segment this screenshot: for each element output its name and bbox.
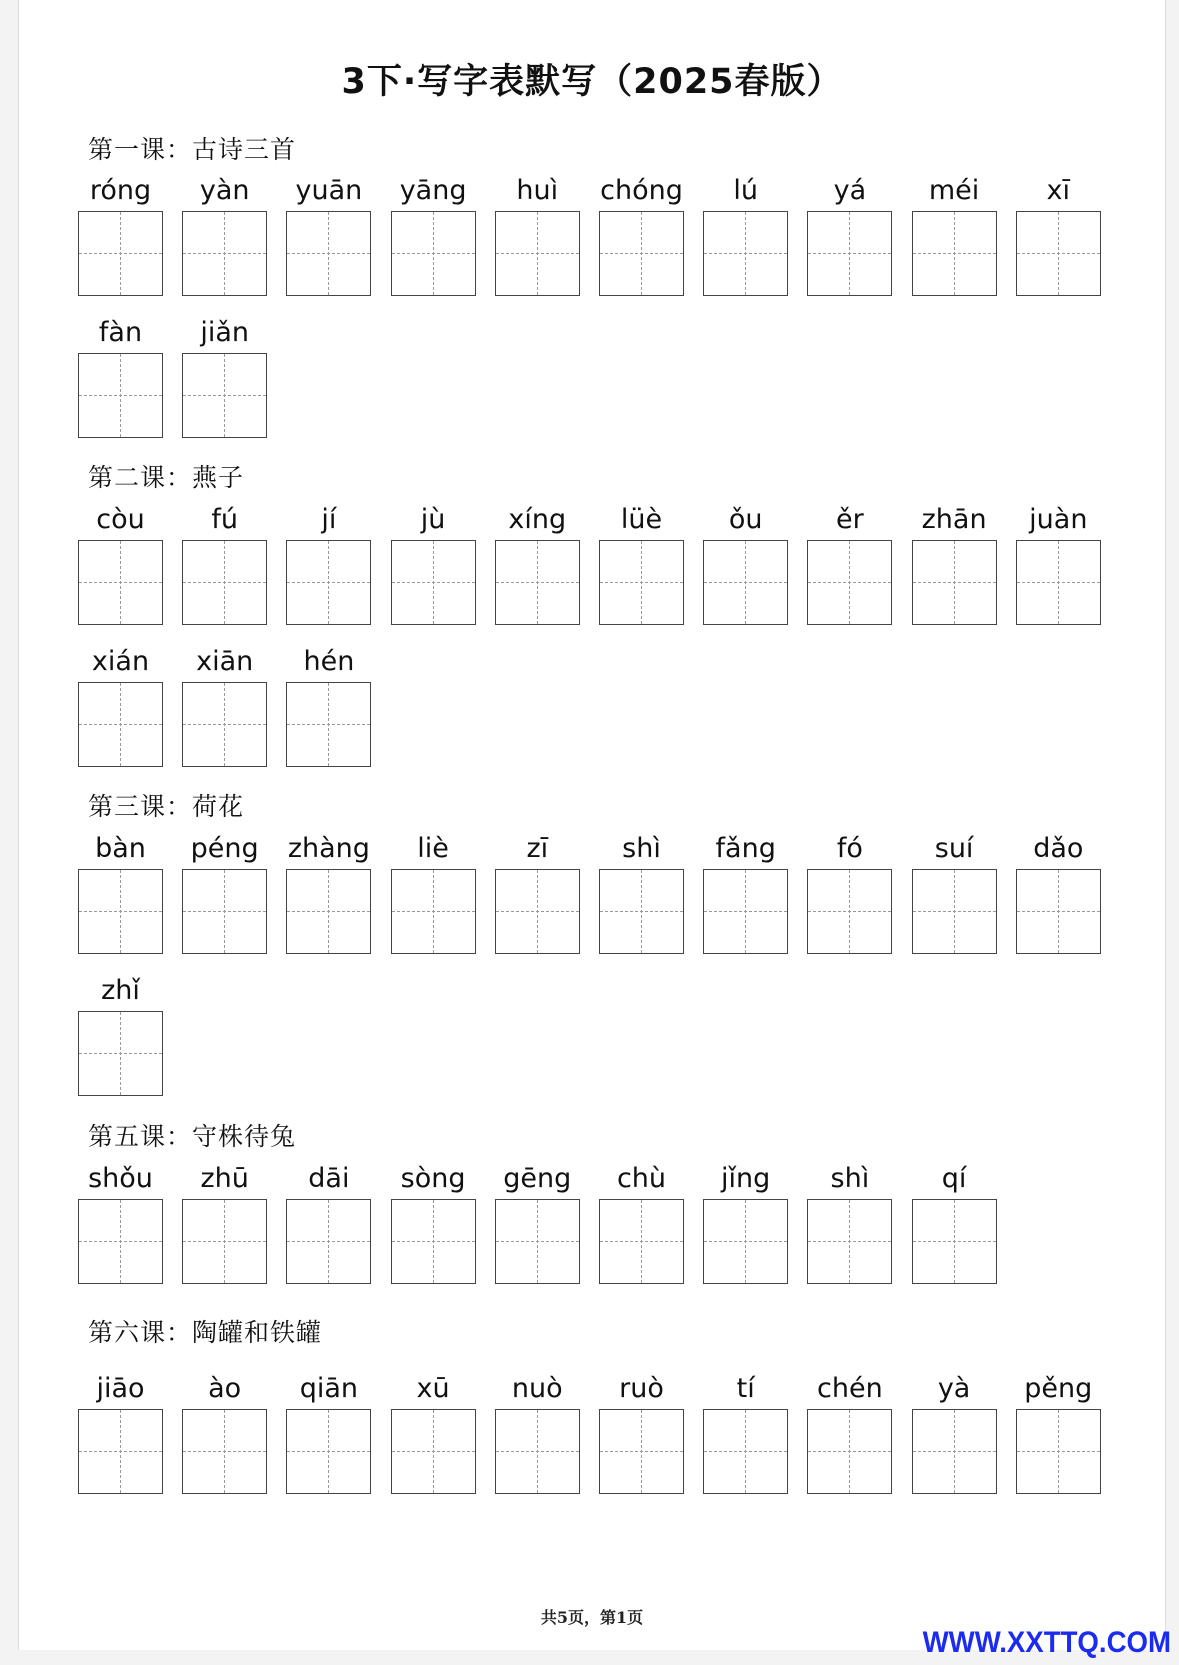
grid-guide-horizontal [600,253,683,254]
pinyin-label: xū [416,1373,450,1404]
writing-grid-box[interactable] [182,540,267,625]
grid-guide-horizontal [79,1053,162,1054]
writing-grid-box[interactable] [182,1409,267,1494]
pinyin-label: yà [937,1373,971,1404]
grid-guide-horizontal [392,1241,475,1242]
grid-guide-horizontal [1017,911,1100,912]
pinyin-label: jǐng [721,1163,771,1194]
writing-grid-box[interactable] [78,211,163,296]
pinyin-label: chù [616,1163,667,1194]
section-title: 第五课：守株待兔 [88,1122,297,1151]
pinyin-label: suí [934,833,974,864]
grid-guide-horizontal [287,253,370,254]
grid-guide-horizontal [1017,582,1100,583]
pinyin-label: sòng [400,1163,466,1194]
pinyin-label: shì [830,1163,870,1194]
pinyin-label: péng [190,833,259,864]
writing-grid-box[interactable] [286,540,371,625]
pinyin-label: fǎng [715,833,776,864]
writing-grid-box[interactable] [78,1199,163,1284]
pinyin-label: fó [836,833,863,864]
grid-guide-horizontal [496,253,579,254]
writing-grid-box[interactable] [703,1409,788,1494]
grid-guide-horizontal [496,1241,579,1242]
pinyin-label: yá [833,175,867,206]
writing-grid-box[interactable] [1016,869,1101,954]
grid-guide-horizontal [287,1451,370,1452]
grid-guide-horizontal [183,911,266,912]
writing-grid-box[interactable] [1016,540,1101,625]
worksheet-page [18,0,1166,1650]
pinyin-label: zī [526,833,549,864]
grid-guide-horizontal [704,253,787,254]
pinyin-label: jù [420,504,446,535]
pinyin-label: zhū [200,1163,249,1194]
writing-grid-box[interactable] [599,869,684,954]
grid-guide-horizontal [704,1451,787,1452]
grid-guide-horizontal [808,1241,891,1242]
pinyin-label: méi [928,175,980,206]
grid-guide-horizontal [496,1451,579,1452]
writing-grid-box[interactable] [495,869,580,954]
grid-guide-horizontal [392,1451,475,1452]
writing-grid-box[interactable] [182,353,267,438]
writing-grid-box[interactable] [495,540,580,625]
writing-grid-box[interactable] [495,1199,580,1284]
grid-guide-horizontal [913,1451,996,1452]
writing-grid-box[interactable] [78,682,163,767]
pinyin-label: chóng [600,175,683,206]
pinyin-label: xián [91,646,150,677]
grid-guide-horizontal [808,1451,891,1452]
pinyin-label: ruò [619,1373,664,1404]
grid-guide-horizontal [79,1451,162,1452]
writing-grid-box[interactable] [703,211,788,296]
pinyin-label: tí [736,1373,755,1404]
grid-guide-horizontal [808,911,891,912]
pinyin-label: dāi [308,1163,350,1194]
pinyin-label: dǎo [1033,833,1084,864]
pinyin-label: qiān [299,1373,359,1404]
pinyin-label: qí [941,1163,967,1194]
pinyin-label: xíng [508,504,567,535]
grid-guide-horizontal [1017,253,1100,254]
pinyin-label: fú [211,504,238,535]
grid-guide-horizontal [287,724,370,725]
grid-guide-horizontal [1017,1451,1100,1452]
pinyin-label: xiān [196,646,254,677]
writing-grid-box[interactable] [286,1199,371,1284]
writing-grid-box[interactable] [78,869,163,954]
writing-grid-box[interactable] [1016,1409,1101,1494]
grid-guide-horizontal [79,395,162,396]
grid-guide-horizontal [704,911,787,912]
section-title: 第二课：燕子 [88,463,245,492]
pinyin-label: chén [817,1373,883,1404]
writing-grid-box[interactable] [391,1199,476,1284]
pinyin-label: ǒu [728,504,763,535]
pinyin-label: huì [516,175,559,206]
pinyin-label: zhǐ [101,975,140,1006]
grid-guide-horizontal [496,582,579,583]
pinyin-label: nuò [511,1373,563,1404]
grid-guide-horizontal [79,911,162,912]
writing-grid-box[interactable] [807,540,892,625]
writing-grid-box[interactable] [599,540,684,625]
pinyin-label: shǒu [88,1163,153,1194]
grid-guide-horizontal [287,582,370,583]
writing-grid-box[interactable] [391,540,476,625]
pinyin-label: róng [89,175,152,206]
writing-grid-box[interactable] [286,869,371,954]
grid-guide-horizontal [600,911,683,912]
grid-guide-horizontal [808,253,891,254]
grid-guide-horizontal [79,1241,162,1242]
writing-grid-box[interactable] [182,1199,267,1284]
writing-grid-box[interactable] [912,869,997,954]
grid-guide-horizontal [392,253,475,254]
writing-grid-box[interactable] [703,1199,788,1284]
writing-grid-box[interactable] [599,1409,684,1494]
pinyin-label: jiǎn [200,317,250,348]
pinyin-label: pěng [1024,1373,1093,1404]
writing-grid-box[interactable] [912,1199,997,1284]
grid-guide-horizontal [183,1241,266,1242]
writing-grid-box[interactable] [182,682,267,767]
writing-grid-box[interactable] [78,353,163,438]
page-title: 3下·写字表默写（2025春版） [341,62,843,102]
writing-grid-box[interactable] [807,1199,892,1284]
writing-grid-box[interactable] [182,869,267,954]
grid-guide-horizontal [600,1451,683,1452]
grid-guide-horizontal [704,1241,787,1242]
grid-guide-horizontal [392,582,475,583]
grid-guide-horizontal [704,582,787,583]
writing-grid-box[interactable] [703,869,788,954]
grid-guide-horizontal [183,253,266,254]
pinyin-label: zhàng [287,833,370,864]
pinyin-label: bàn [95,833,146,864]
writing-grid-box[interactable] [78,1011,163,1096]
page-footer: 共5页，第1页 [540,1608,644,1627]
pinyin-label: gēng [503,1163,572,1194]
pinyin-label: jiāo [96,1373,145,1404]
grid-guide-horizontal [183,724,266,725]
pinyin-label: zhān [921,504,987,535]
grid-guide-horizontal [600,1241,683,1242]
grid-guide-horizontal [79,253,162,254]
grid-guide-horizontal [913,582,996,583]
writing-grid-box[interactable] [912,1409,997,1494]
pinyin-label: hén [303,646,355,677]
grid-guide-horizontal [79,724,162,725]
grid-guide-horizontal [79,582,162,583]
grid-guide-horizontal [913,911,996,912]
grid-guide-horizontal [287,1241,370,1242]
grid-guide-horizontal [287,911,370,912]
pinyin-label: shì [622,833,661,864]
grid-guide-horizontal [183,395,266,396]
writing-grid-box[interactable] [78,540,163,625]
pinyin-label: ěr [836,504,864,535]
pinyin-label: jí [321,504,337,535]
writing-grid-box[interactable] [807,869,892,954]
pinyin-label: yuān [295,175,363,206]
writing-grid-box[interactable] [495,1409,580,1494]
section-title: 第三课：荷花 [88,792,245,821]
pinyin-label: lüè [620,504,663,535]
grid-guide-horizontal [392,911,475,912]
grid-guide-horizontal [183,1451,266,1452]
writing-grid-box[interactable] [391,869,476,954]
grid-guide-horizontal [913,253,996,254]
section-title: 第六课：陶罐和铁罐 [88,1318,323,1347]
pinyin-label: juàn [1029,504,1088,535]
grid-guide-horizontal [913,1241,996,1242]
writing-grid-box[interactable] [807,1409,892,1494]
pinyin-label: yàn [199,175,250,206]
writing-grid-box[interactable] [286,1409,371,1494]
pinyin-label: lú [733,175,758,206]
writing-grid-box[interactable] [599,1199,684,1284]
writing-grid-box[interactable] [912,211,997,296]
pinyin-label: liè [417,833,449,864]
pinyin-label: còu [96,504,145,535]
writing-grid-box[interactable] [912,540,997,625]
writing-grid-box[interactable] [182,211,267,296]
grid-guide-horizontal [600,582,683,583]
grid-guide-horizontal [808,582,891,583]
watermark: WWW.XXTTQ.COM [922,1626,1171,1659]
writing-grid-box[interactable] [391,211,476,296]
writing-grid-box[interactable] [495,211,580,296]
writing-grid-box[interactable] [703,540,788,625]
writing-grid-box[interactable] [286,211,371,296]
writing-grid-box[interactable] [78,1409,163,1494]
grid-guide-horizontal [496,911,579,912]
writing-grid-box[interactable] [807,211,892,296]
writing-grid-box[interactable] [286,682,371,767]
grid-guide-horizontal [183,582,266,583]
writing-grid-box[interactable] [391,1409,476,1494]
writing-grid-box[interactable] [1016,211,1101,296]
pinyin-label: xī [1046,175,1071,206]
pinyin-label: ào [208,1373,242,1404]
writing-grid-box[interactable] [599,211,684,296]
pinyin-label: yāng [399,175,467,206]
pinyin-label: fàn [98,317,143,348]
section-title: 第一课：古诗三首 [88,135,297,164]
